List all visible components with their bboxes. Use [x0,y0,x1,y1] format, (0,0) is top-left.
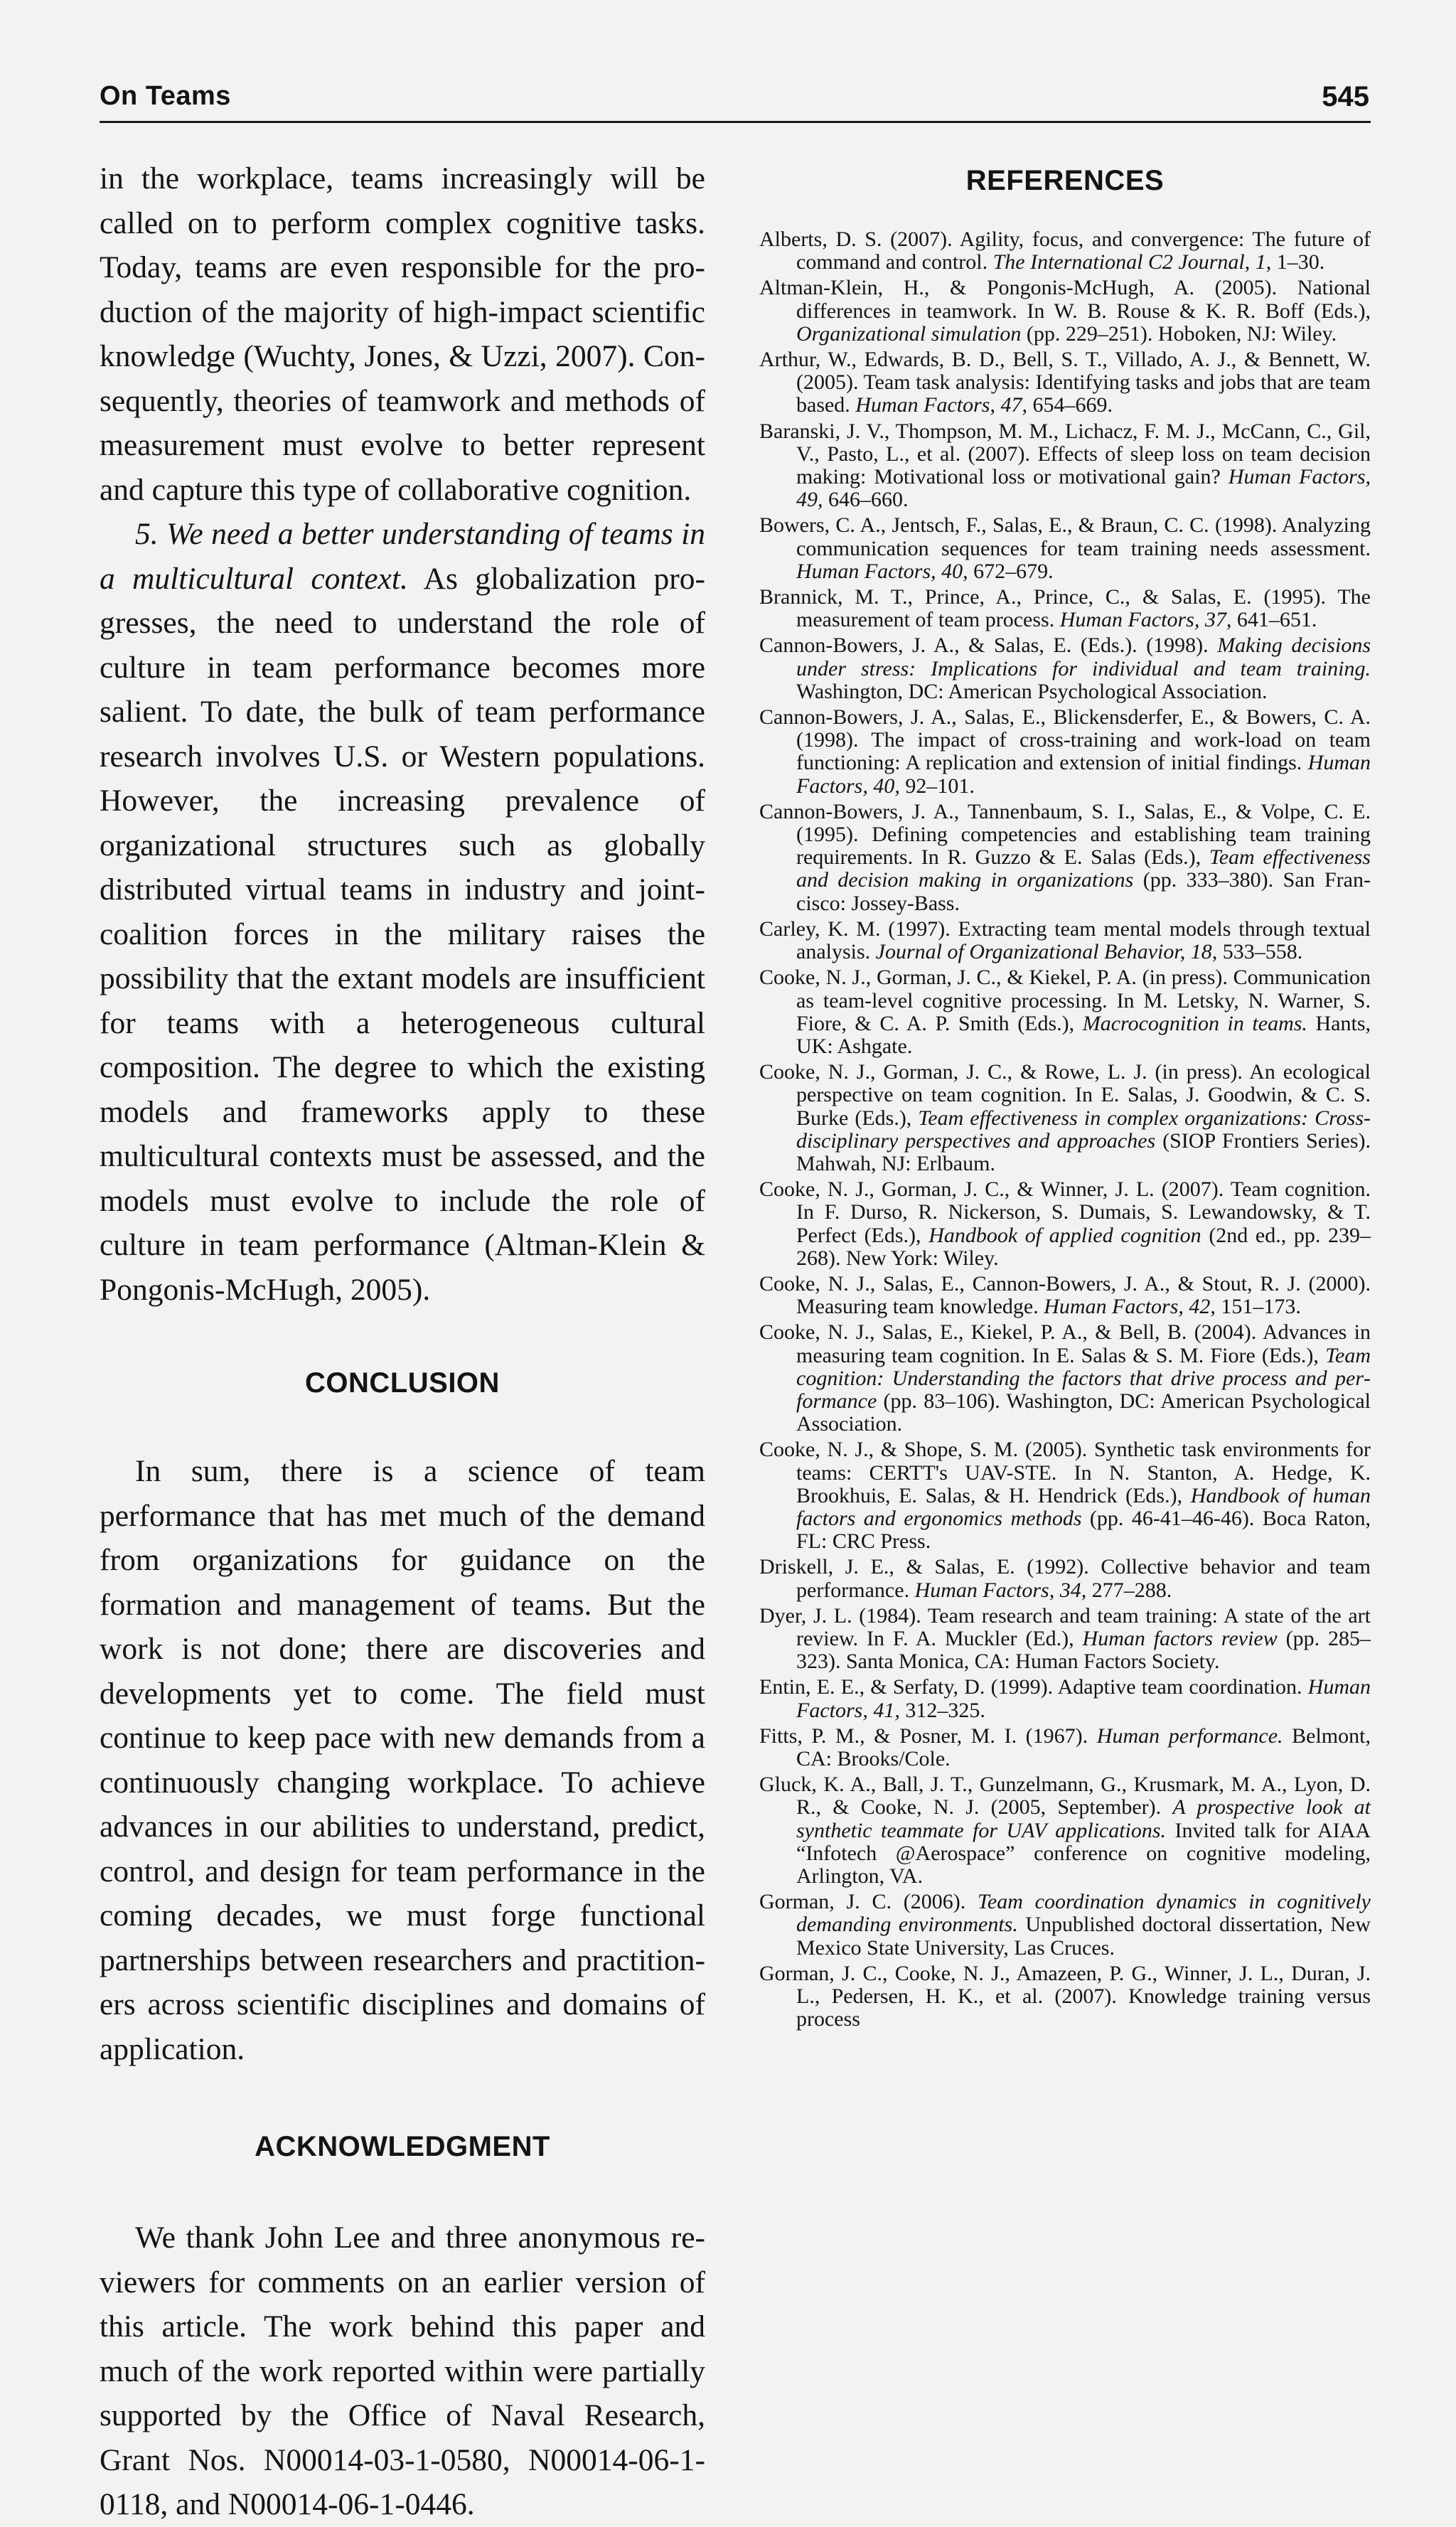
reference-text-tail: 1–30. [1271,250,1325,274]
reference-text: Fitts, P. M., & Posner, M. I. (1967). [759,1724,1097,1748]
reference-text: Baranski, J. V., Thompson, M. M., Lichacz, F. M. J., McCann, C., Gil, V., Pasto, L., et al. (2007). Effects of sleep loss on team decision making: Motivational loss or motivational gain? [759,419,1371,489]
reference-text-tail: Belmont, CA: Brooks/Cole. [796,1724,1371,1770]
reference-list [759,228,1371,2031]
reference-item [759,1556,1371,1601]
reference-source-title: Human performance. [1096,1724,1283,1748]
reference-source-title: Human Factors, 47, [855,393,1027,417]
page-number: 545 [1322,81,1369,112]
reference-item [759,420,1371,512]
reference-text: Dyer, J. L. (1984). Team research and team training: A state of the art review. In F. A. Muckler (Ed.), [759,1603,1371,1650]
conclusion-paragraph: In sum, there is a science of team performance that has met much of the demand from organizations for guidance on the formation and management of teams. But the work is not done; there are discoveries and developments yet to come. The field must continue to keep pace with new demands from a continuously changing workplace. To achieve advances in our abilities to understand, predict, control, and design for team performance in the coming decades, we must forge functional partnerships between researchers and practitioners across scientific disciplines and domains of application. [100,1454,705,2066]
reference-text-tail: (2nd ed., pp. 239–268). New York: Wiley. [796,1223,1371,1270]
reference-text: Cooke, N. J., & Shope, S. M. (2005). Synthetic task environments for teams: CERTT's UAV-STE. In N. Stanton, A. Hedge, K. Brookhuis, E. Salas, & H. Hendrick (Eds.), [759,1438,1371,1507]
reference-source-title: Team effectiveness in complex organizations: Cross-disciplinary perspectives and approaches [796,1106,1371,1153]
references-heading: REFERENCES [965,165,1165,196]
reference-text: Cooke, N. J., Gorman, J. C., & Kiekel, P. A. (in press). Communication as team-level cognitive processing. In M. Letsky, N. Warner, S. Fiore, & C. A. P. Smith (Eds.), [759,966,1371,1035]
reference-item [759,634,1371,703]
reference-source-title: Team effectiveness and decision making in organizations [796,845,1371,892]
reference-text: Arthur, W., Edwards, B. D., Bell, S. T., Villado, A. J., & Bennett, W. (2005). Team task analysis: Identifying tasks and jobs that are team based. [759,348,1371,417]
paragraph-multicultural [100,512,705,1312]
reference-text: Cooke, N. J., Gorman, J. C., & Rowe, L. J. (in press). An ecological perspective on team cognition. In E. Salas, J. Goodwin, & C. S. Burke (Eds.), [759,1060,1371,1130]
reference-text-tail: 277–288. [1086,1578,1172,1602]
reference-source-title: Human Factors, 34, [914,1578,1087,1602]
reference-text: Cooke, N. J., Salas, E., Kiekel, P. A., & Bell, B. (2004). Advances in measuring team cognition. In E. Salas & S. M. Fiore (Eds.), [759,1320,1371,1367]
reference-source-title: The International C2 Journal, 1, [992,250,1272,274]
reference-text: Gluck, K. A., Ball, J. T., Gunzelmann, G., Krusmark, M. A., Lyon, D. R., & Cooke, N. J. (2005, September). [759,1773,1371,1820]
reference-source-title: Handbook of human factors and ergonomics methods [796,1483,1371,1530]
reference-text-tail: (pp. 83–106). Washington, DC: American Psychological Association. [796,1389,1371,1436]
reference-item [759,1061,1371,1175]
reference-text: Carley, K. M. (1997). Extracting team mental models through textual analysis. [759,917,1371,964]
reference-text-tail: 646–660. [823,488,909,512]
reference-item [759,1725,1371,1770]
reference-source-title: A prospective look at synthetic teammate for UAV applications. [796,1795,1371,1842]
reference-item [759,1438,1371,1553]
reference-text: Cannon-Bowers, J. A., Salas, E., Blickensderfer, E., & Bowers, C. A. (1998). The impact of cross-training and work-load on team functioning: A replication and extension of initial findings. [759,705,1371,775]
reference-source-title: Human Factors, 42, [1044,1295,1216,1319]
reference-text-tail: 92–101. [899,774,975,798]
point-5-body: As globalization progresses, the need to understand the role of culture in team performance becomes more salient. To date, the bulk of team performance research involves U.S. or Western populations. However, the increasing prevalence of organizational structures such as globally distributed virtual teams in industry and joint-coalition forces in the military raises the possibility that the extant models are insufficient for teams with a heterogeneous cultural composition. The degree to which the existing models and frameworks apply to these multicultural contexts must be assessed, and the models must evolve to include the role of culture in team performance (Altman-Klein & Pongonis-McHugh, 2005). [100,561,706,1307]
reference-item [759,277,1371,346]
reference-text-tail: (SIOP Frontiers Series). Mahwah, NJ: Erlbaum. [796,1128,1371,1175]
reference-item [759,1321,1371,1436]
acknowledgment-heading: ACKNOWLEDGMENT [255,2131,550,2162]
reference-text: Brannick, M. T., Prince, A., Prince, C., & Salas, E. (1995). The measurement of team process. [759,585,1371,632]
reference-source-title: Human Factors, 49, [796,465,1371,512]
point-5-lead: 5. We need a better understanding of teams in a multicultural context. [100,517,705,596]
reference-text-tail: 654–669. [1027,393,1113,417]
reference-item [759,228,1371,274]
reference-source-title: Human Factors, 40, [796,751,1371,798]
reference-text-tail: 672–679. [968,559,1054,583]
reference-item [759,514,1371,583]
reference-source-title: Handbook of applied cognition [928,1223,1201,1247]
reference-text: Entin, E. E., & Serfaty, D. (1999). Adaptive team coordination. [759,1675,1308,1699]
right-column [759,156,1371,2034]
reference-text-tail: (pp. 46-41–46-46). Boca Raton, FL: CRC Press. [796,1506,1371,1554]
reference-source-title: Human Factors, 41, [796,1675,1371,1722]
left-column [100,156,705,2527]
running-title: On Teams [100,81,231,111]
reference-text: Driskell, J. E., & Salas, E. (1992). Collective behavior and team performance. [759,1555,1371,1602]
reference-item [759,348,1371,417]
reference-text: Cooke, N. J., Gorman, J. C., & Winner, J. L. (2007). Team cognition. In F. Durso, R. Nickerson, S. Dumais, S. Lewandowsky, & T. Perfect (Eds.), [759,1177,1371,1247]
reference-item [759,1605,1371,1674]
reference-text-tail: (pp. 333–380). San Francisco: Jossey-Bass. [796,868,1371,915]
reference-item [759,1676,1371,1721]
reference-item [759,706,1371,798]
reference-text-tail: Washington, DC: American Psychological Association. [796,679,1268,703]
reference-text-tail: Invited talk for AIAA “Infotech @Aerospace” conference on cognitive modeling, Arlington, VA. [796,1818,1371,1888]
reference-source-title: Organizational simulation [796,321,1022,346]
reference-text: Altman-Klein, H., & Pongonis-McHugh, A. (2005). National differences in teamwork. In W. B. Rouse & K. R. Boff (Eds.), [759,276,1371,323]
reference-text-tail: Hants, UK: Ashgate. [796,1011,1371,1058]
reference-source-title: Making decisions under stress: Implications for individual and team training. [796,634,1371,680]
reference-item [759,1891,1371,1960]
acknowledgment-paragraph: We thank John Lee and three anonymous reviewers for comments on an earlier version of this article. The work behind this paper and much of the work reported within were partially supported by the Office of Naval Research, Grant Nos. N00014-03-1-0580, N00014-06-1-0118, and N00014-06-1-0446. [100,2221,705,2521]
reference-text: Bowers, C. A., Jentsch, F., Salas, E., & Braun, C. C. (1998). Analyzing communication sequences for team training needs assessment. [759,513,1371,560]
reference-text-tail: 533–558. [1217,940,1303,964]
reference-text: Cannon-Bowers, J. A., & Salas, E. (Eds.). (1998). [759,634,1218,658]
reference-text: Alberts, D. S. (2007). Agility, focus, and convergence: The future of command and control. [759,228,1371,274]
reference-item [759,918,1371,963]
running-header [100,78,1371,123]
reference-item [759,1962,1371,2031]
reference-source-title: Team cognition: Understanding the factors that drive process and performance [796,1343,1371,1413]
reference-item [759,1773,1371,1888]
reference-item [759,1178,1371,1270]
reference-source-title: Macrocognition in teams. [1082,1011,1307,1035]
reference-source-title: Human Factors, 37, [1059,608,1232,632]
reference-text-tail: Unpublished doctoral dissertation, New Mexico State University, Las Cruces. [796,1913,1371,1960]
reference-source-title: Human Factors, 40, [796,559,968,583]
reference-text: Gorman, J. C., Cooke, N. J., Amazeen, P. G., Winner, J. L., Duran, J. L., Pedersen, H. K., et al. (2007). Knowledge training versus process [759,1961,1371,2031]
reference-source-title: Journal of Organizational Behavior, 18, [875,940,1218,964]
reference-text-tail: 151–173. [1215,1295,1301,1319]
reference-item [759,1273,1371,1318]
reference-text: Cannon-Bowers, J. A., Tannenbaum, S. I., Salas, E., & Volpe, C. E. (1995). Defining competencies and establishing team training requirements. In R. Guzzo & E. Salas (Eds.), [759,799,1371,870]
reference-text-tail: 312–325. [899,1698,985,1722]
reference-text: Gorman, J. C. (2006). [759,1890,978,1914]
reference-text-tail: 641–651. [1231,608,1317,632]
reference-text: Cooke, N. J., Salas, E., Cannon-Bowers, J. A., & Stout, R. J. (2000). Measuring team knowledge. [759,1271,1371,1319]
reference-source-title: Human factors review [1082,1626,1278,1650]
reference-text-tail: (pp. 229–251). Hoboken, NJ: Wiley. [1021,321,1337,346]
reference-source-title: Team coordination dynamics in cognitively demanding environments. [796,1890,1371,1937]
reference-item [759,801,1371,915]
conclusion-heading: CONCLUSION [305,1367,500,1399]
reference-item [759,586,1371,631]
reference-item [759,966,1371,1058]
reference-text-tail: (pp. 285–323). Santa Monica, CA: Human Factors Society. [796,1626,1371,1674]
paragraph-continued: in the workplace, teams increasingly will be called on to perform complex cognitive tasks. Today, teams are even responsible for the production of the majority of high-impact scientific knowledge (Wuchty, Jones, & Uzzi, 2007). Consequently, theories of teamwork and methods of measurement must evolve to better represent and capture this type of collaborative cognition. [100,161,705,507]
